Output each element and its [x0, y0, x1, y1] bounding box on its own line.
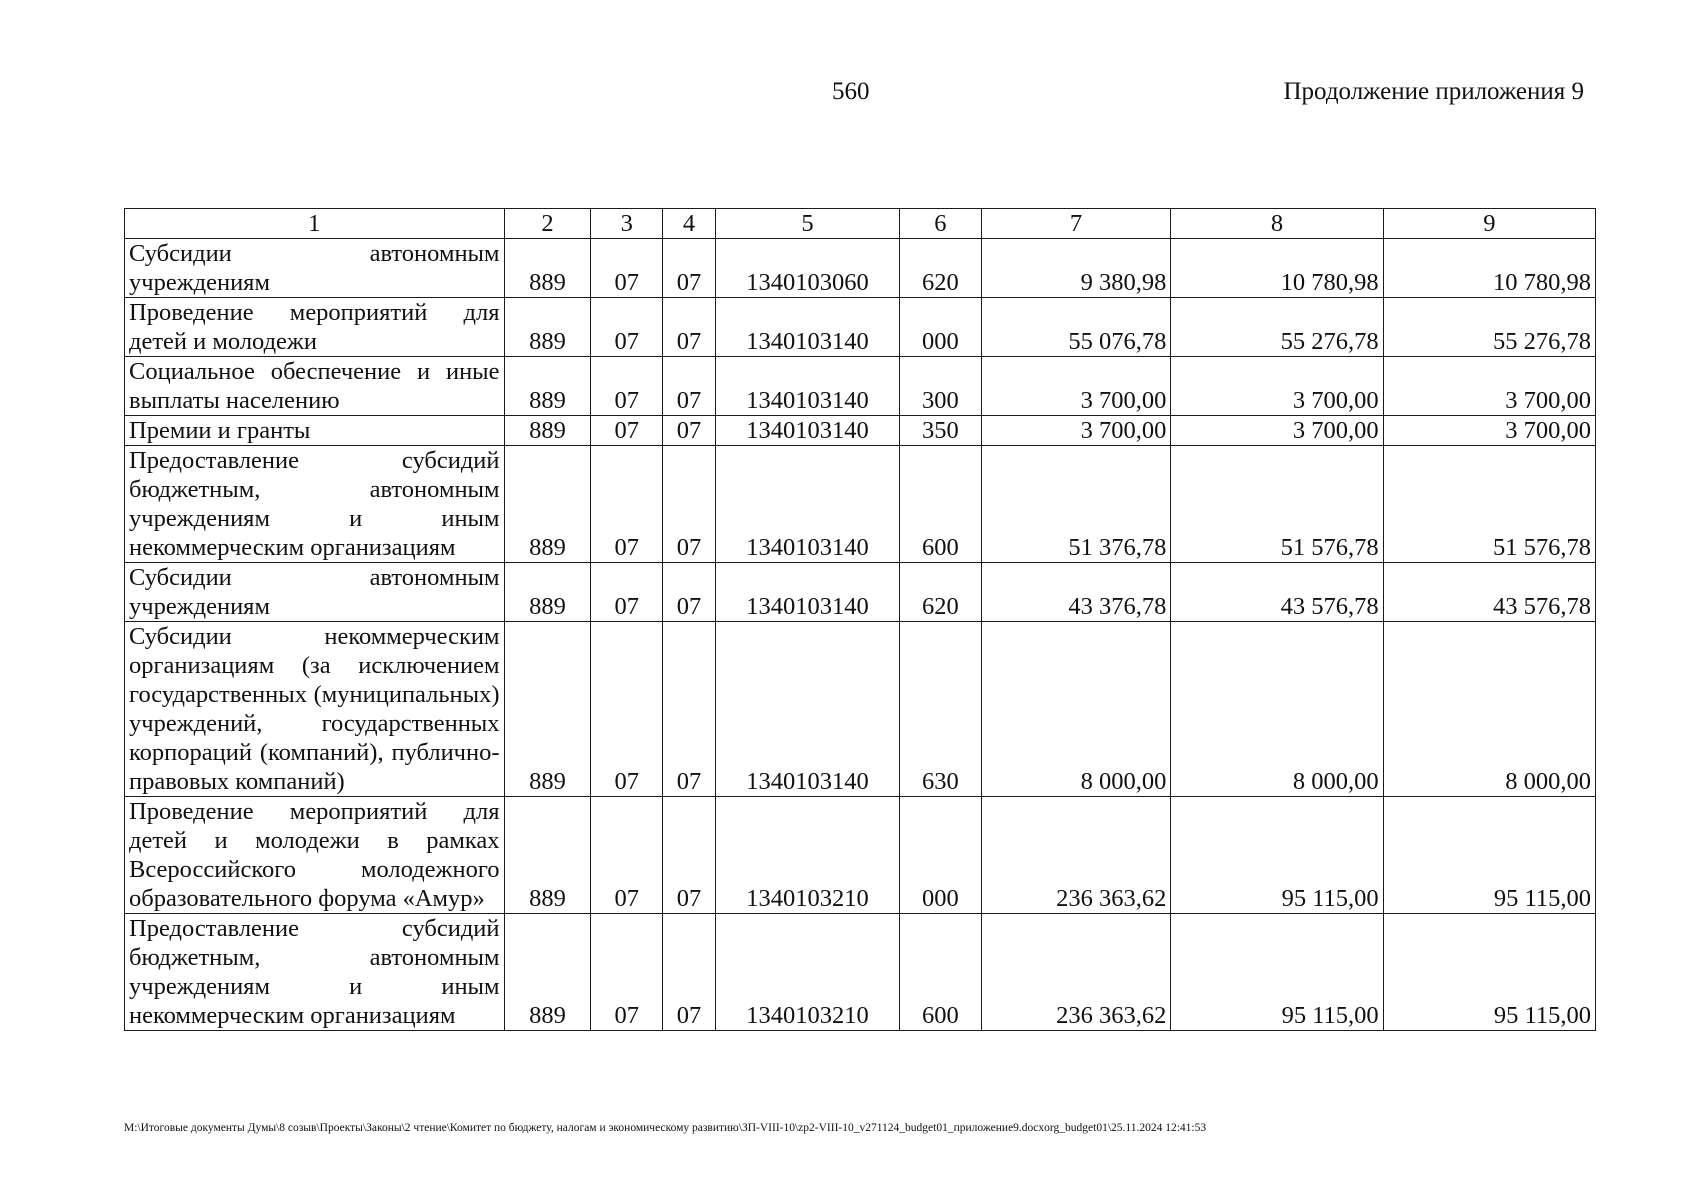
page-number: 560 [832, 78, 870, 105]
item-name: Проведение мероприятий для детей и молодежи [125, 298, 505, 357]
amount-col-9: 10 780,98 [1383, 239, 1595, 298]
amount-col-8: 10 780,98 [1171, 239, 1383, 298]
table-row [125, 914, 1596, 1031]
column-header: 4 [663, 209, 716, 239]
section-code: 07 [591, 797, 663, 914]
amount-col-9: 95 115,00 [1383, 914, 1595, 1031]
item-name: Проведение мероприятий для детей и молодежи в рамках Всероссийского молодежного образовательного форума «Амур» [125, 797, 505, 914]
ministry-code: 889 [504, 563, 591, 622]
table-row [125, 298, 1596, 357]
ministry-code: 889 [504, 416, 591, 446]
amount-col-8: 3 700,00 [1171, 357, 1383, 416]
item-name: Премии и гранты [125, 416, 505, 446]
subsection-code: 07 [663, 416, 716, 446]
table-row [125, 563, 1596, 622]
table-row [125, 239, 1596, 298]
amount-col-9: 55 276,78 [1383, 298, 1595, 357]
table-row [125, 797, 1596, 914]
amount-col-9: 95 115,00 [1383, 797, 1595, 914]
column-header: 9 [1383, 209, 1595, 239]
subsection-code: 07 [663, 298, 716, 357]
ministry-code: 889 [504, 446, 591, 563]
amount-col-7: 51 376,78 [981, 446, 1171, 563]
expense-type-code: 600 [900, 446, 981, 563]
section-code: 07 [591, 622, 663, 797]
amount-col-9: 51 576,78 [1383, 446, 1595, 563]
expense-type-code: 620 [900, 239, 981, 298]
expense-type-code: 000 [900, 298, 981, 357]
section-code: 07 [591, 298, 663, 357]
table-row [125, 446, 1596, 563]
header-row [125, 209, 1596, 239]
item-name: Субсидии некоммерческим организациям (за исключением государственных (муниципальных) учреждений, государственных корпораций (компаний), публично-правовых компаний) [125, 622, 505, 797]
subsection-code: 07 [663, 446, 716, 563]
column-header: 5 [715, 209, 899, 239]
table-body [125, 239, 1596, 1031]
amount-col-7: 43 376,78 [981, 563, 1171, 622]
subsection-code: 07 [663, 622, 716, 797]
column-header: 2 [504, 209, 591, 239]
budget-table [124, 208, 1596, 1031]
expense-type-code: 600 [900, 914, 981, 1031]
amount-col-9: 3 700,00 [1383, 357, 1595, 416]
item-name: Субсидии автономным учреждениям [125, 239, 505, 298]
subsection-code: 07 [663, 563, 716, 622]
amount-col-7: 3 700,00 [981, 357, 1171, 416]
amount-col-8: 3 700,00 [1171, 416, 1383, 446]
ministry-code: 889 [504, 914, 591, 1031]
expense-type-code: 350 [900, 416, 981, 446]
item-name: Предоставление субсидий бюджетным, автономным учреждениям и иным некоммерческим организациям [125, 446, 505, 563]
amount-col-9: 8 000,00 [1383, 622, 1595, 797]
amount-col-8: 95 115,00 [1171, 914, 1383, 1031]
ministry-code: 889 [504, 239, 591, 298]
expense-type-code: 630 [900, 622, 981, 797]
subsection-code: 07 [663, 914, 716, 1031]
target-article-code: 1340103210 [715, 914, 899, 1031]
target-article-code: 1340103140 [715, 298, 899, 357]
column-header: 3 [591, 209, 663, 239]
expense-type-code: 000 [900, 797, 981, 914]
section-code: 07 [591, 563, 663, 622]
item-name: Субсидии автономным учреждениям [125, 563, 505, 622]
amount-col-8: 95 115,00 [1171, 797, 1383, 914]
ministry-code: 889 [504, 357, 591, 416]
column-header: 1 [125, 209, 505, 239]
footer-file-path: M:\Итоговые документы Думы\8 созыв\Проекты\Законы\2 чтение\Комитет по бюджету, налогам и экономическому развитию\ЗП-VIII-10\zp2-VIII-10_v271124_budget01_приложение9.docxorg_budget01\25.11.2024 12:41:53 [124, 1122, 1207, 1134]
amount-col-8: 43 576,78 [1171, 563, 1383, 622]
expense-type-code: 620 [900, 563, 981, 622]
amount-col-8: 8 000,00 [1171, 622, 1383, 797]
subsection-code: 07 [663, 239, 716, 298]
section-code: 07 [591, 239, 663, 298]
target-article-code: 1340103140 [715, 416, 899, 446]
amount-col-7: 8 000,00 [981, 622, 1171, 797]
amount-col-7: 3 700,00 [981, 416, 1171, 446]
target-article-code: 1340103210 [715, 797, 899, 914]
target-article-code: 1340103140 [715, 563, 899, 622]
target-article-code: 1340103140 [715, 622, 899, 797]
item-name: Предоставление субсидий бюджетным, автономным учреждениям и иным некоммерческим организациям [125, 914, 505, 1031]
column-header: 7 [981, 209, 1171, 239]
section-code: 07 [591, 416, 663, 446]
expense-type-code: 300 [900, 357, 981, 416]
amount-col-9: 43 576,78 [1383, 563, 1595, 622]
amount-col-7: 236 363,62 [981, 797, 1171, 914]
subsection-code: 07 [663, 797, 716, 914]
target-article-code: 1340103140 [715, 446, 899, 563]
target-article-code: 1340103060 [715, 239, 899, 298]
table-row [125, 416, 1596, 446]
amount-col-7: 9 380,98 [981, 239, 1171, 298]
table-row [125, 622, 1596, 797]
table-header [125, 209, 1596, 239]
section-code: 07 [591, 914, 663, 1031]
ministry-code: 889 [504, 622, 591, 797]
amount-col-7: 236 363,62 [981, 914, 1171, 1031]
ministry-code: 889 [504, 298, 591, 357]
section-code: 07 [591, 446, 663, 563]
section-code: 07 [591, 357, 663, 416]
amount-col-9: 3 700,00 [1383, 416, 1595, 446]
ministry-code: 889 [504, 797, 591, 914]
column-header: 6 [900, 209, 981, 239]
amount-col-8: 51 576,78 [1171, 446, 1383, 563]
amount-col-8: 55 276,78 [1171, 298, 1383, 357]
column-header: 8 [1171, 209, 1383, 239]
subsection-code: 07 [663, 357, 716, 416]
amount-col-7: 55 076,78 [981, 298, 1171, 357]
item-name: Социальное обеспечение и иные выплаты населению [125, 357, 505, 416]
appendix-continuation-note: Продолжение приложения 9 [1283, 78, 1584, 105]
table-row [125, 357, 1596, 416]
target-article-code: 1340103140 [715, 357, 899, 416]
